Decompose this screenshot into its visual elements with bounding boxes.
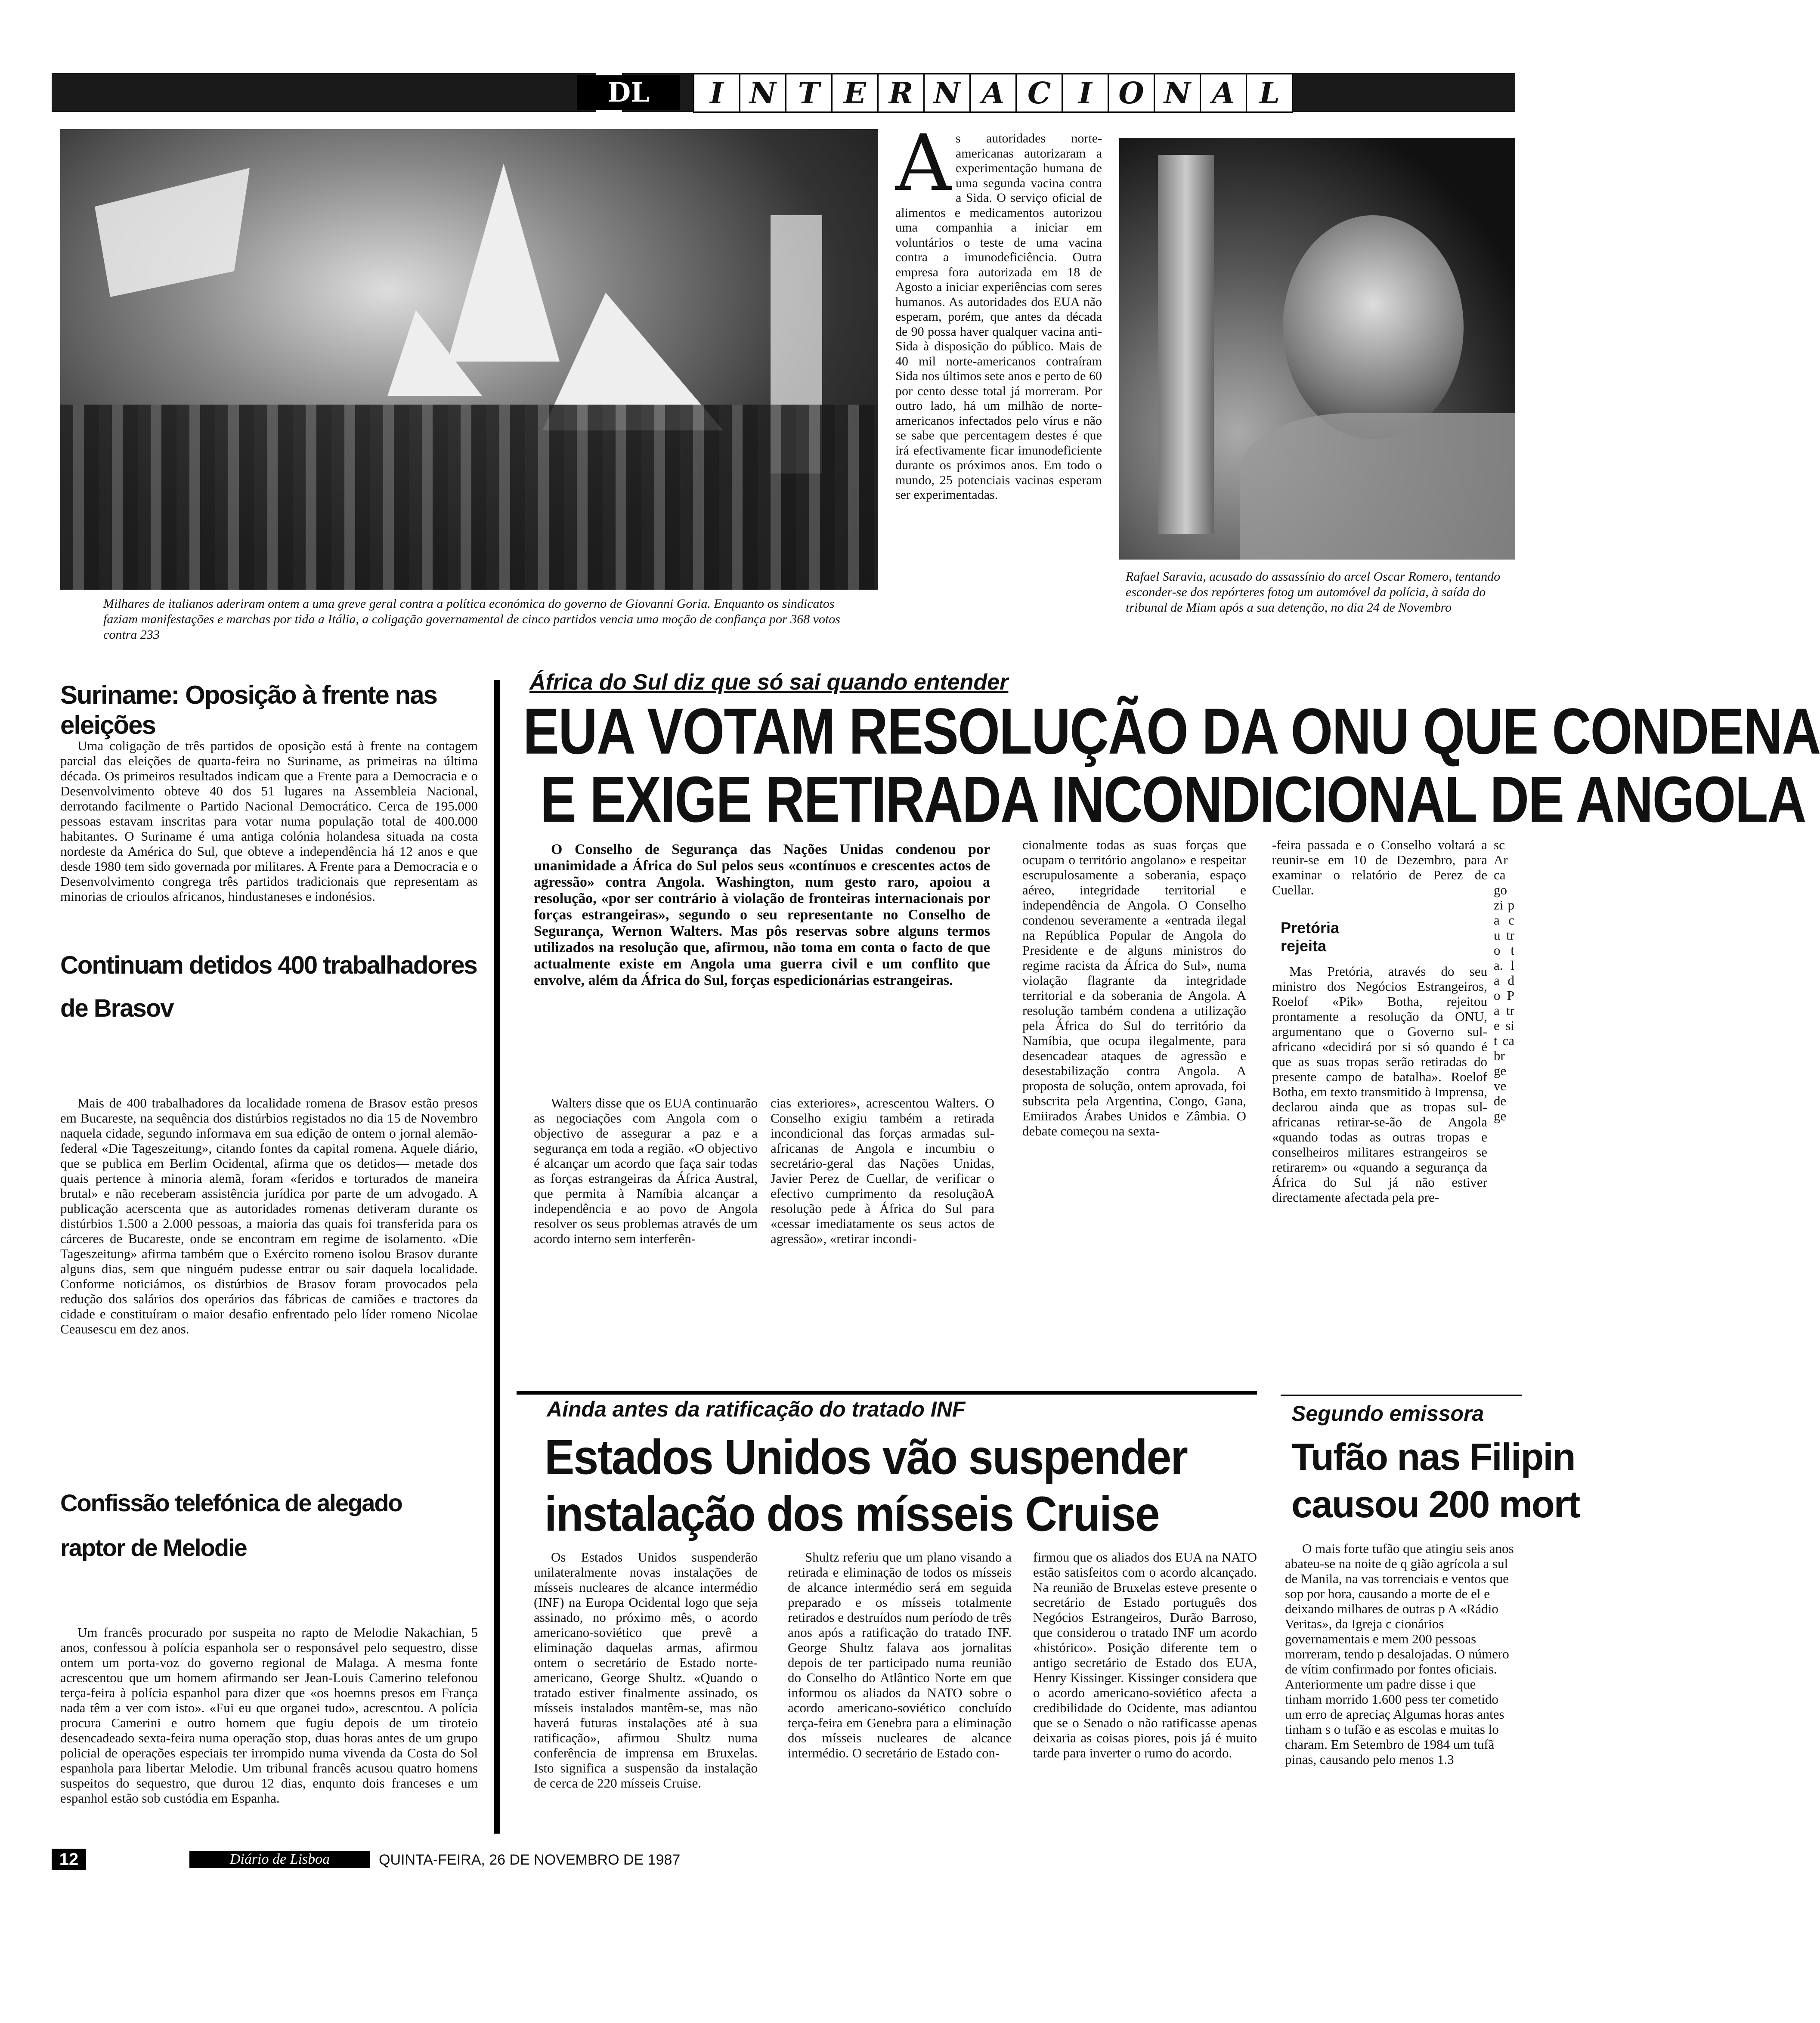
page-number: 12 xyxy=(52,1849,86,1870)
melodie-text: Um francês procurado por suspeita no rapto de Melodie Nakachian, 5 anos, confessou à polícia espanhola ser o responsável pelo sequestro, disse ontem um porta-voz do governo regional de Malaga. A mesma fonte acrescentou que um homem afirmando ser Jean-Louis Camerino telefonou terça-feira à polícia espanhol para dizer que «os hoemns presos em França nada têm a ver com isto». «Fui eu que organei tudo», acrescntou. A polícia procura Camerini e outro homem que fugiu depois de um tiroteio desencadeado sexta-feira numa operação stop, duas horas antes de um grupo policial de operações especiais ter irrompido numa vivenda da Costa do Sol espanhola para libertar Melodie. Um tribunal francês acusou quatro homens suspeitos do sequestro, que durou 12 dias, enqunto dois franceses e um espanhol estão sob custódia em Espanha. xyxy=(60,1625,478,1806)
angola-col-d xyxy=(1272,837,1487,1207)
brasov-headline xyxy=(60,951,478,1023)
angola-col-b-text: cias exteriores», acrescentou Walters. O Conselho exigiu também a retirada incondicional das forças armadas sul-africanas de Angola e incumbiu o secretário-geral das Nações Unidas, Javier Perez de Cuellar, de verificar o efectivo cumprimento da resoluçãoA resolução pede à África do Sul para «cessar imediatamente os seus actos de agressão», «retirar incondi- xyxy=(771,1095,994,1246)
angola-lead-text: O Conselho de Segurança das Nações Unidas condenou por unanimidade a África do Sul pelos seus «contínuos e crescentes actos de agressão» contra Angola. Washington, num gesto raro, apoiou a resolução, «por ser contrário à violação de fronteiras internacionais por forças estrangeiras», segundo o seu representante no Conselho de Segurança, Wernon Walters. Mas pôs reservas sobre alguns termos utilizados na resolução que, afirmou, não toma em conta o facto de que actualmente existe em Angola uma guerra civil e um conflito que envolve, além da África do Sul, forças espedicionárias estrangeiras. xyxy=(534,841,990,988)
typhoon-headline xyxy=(1291,1433,1580,1528)
angola-col-c xyxy=(1022,837,1246,1141)
cruise-kicker: Ainda antes da ratificação do tratado INF xyxy=(547,1397,966,1421)
typhoon-headline-line: causou 200 mort xyxy=(1291,1483,1580,1525)
brasov-headline-line: Continuam detidos 400 trabalhadores xyxy=(60,951,477,979)
saravia-photo-caption: Rafael Saravia, acusado do assassínio do arcel Oscar Romero, tentando esconder-se dos repórteres fotog um automóvel da polícia, à saída do tribunal de Miam após a sua detenção, no dia 24 de Novembro xyxy=(1126,569,1501,615)
sida-article-text: s autoridades norte-americanas autorizaram a experimentação humana de uma segunda vacina contra a Sida. O serviço oficial de alimentos e medicamentos autorizou uma companhia a iniciar em voluntários o teste de uma vacina contra a imunodeficiência. Outra empresa fora autorizada em 18 de Agosto a iniciar experiências com seres humanos. As autoridades dos EUA não esperam, porém, que antes da década de 90 possa haver qualquer vacina anti-Sida à disposição do público. Mais de 40 mil norte-americanos contraíram Sida nos últimos sete anos e perto de 60 por cento desse total já morreram. Por outro lado, há um milhão de norte-americanos infectados pelo vírus e não se sabe que percentagem destes é que irá efectivamente ficar imunodeficiente durante os próximos anos. Em todo o mundo, 25 potenciais vacinas esperam ser experimentadas. xyxy=(895,131,1102,502)
angola-col-d-top: -feira passada e o Conselho voltará a reunir-se em 10 de Dezembro, para examinar o relatório de Perez de Cuellar. xyxy=(1272,837,1487,897)
angola-headline-line: E EXIGE RETIRADA INCONDICIONAL DE ANGOLA xyxy=(540,763,1806,836)
cruise-col-c-text: firmou que os aliados dos EUA na NATO estão satisfeitos com o acordo alcançado. Na reunião de Bruxelas esteve presente o secretário de Estado português dos Negócios Estrangeiros, Durão Barroso, que considerou o tratado INF um acordo «histórico». Posição diferente tem o antigo secretário de Estado dos EUA, Henry Kissinger. Kissinger considera que o acordo americano-soviético afecta a credibilidade do Ocidente, mas adiantou que se o Senado o não ratificasse apenas deixaria as coisas piores, pois já é muito tarde para inverter o rumo do acordo. xyxy=(1033,1550,1257,1760)
angola-headline-line: EUA VOTAM RESOLUÇÃO DA ONU QUE CONDENA xyxy=(523,695,1820,768)
melodie-headline-line: Confissão telefónica de alegado xyxy=(60,1489,402,1516)
cruise-col-a xyxy=(534,1550,758,1793)
suriname-text: Uma coligação de três partidos de oposição está à frente na contagem parcial das eleições de quarta-feira no Suriname, as primeiras na última década. Os primeiros resultados indicam que a Frente para a Democracia e o Desenvolvimento obteve 40 dos 51 lugares na Assembleia Nacional, derrotando facilmente o Partido Nacional Democrático. Cerca de 195.000 pessoas estavam inscritas para votar numa população total de 400.000 habitantes. O Suriname é uma antiga colónia holandesa situada na costa nordeste da América do Sul, que obteve a independência há 12 anos e que desde 1980 tem sido governada por militares. A Frente para a Democracia e o Desenvolvimento congrega três partidos tradicionais que representam as minorias de crioulos africanos, hindustaneses e indonésios. xyxy=(60,738,478,904)
section-letter: O xyxy=(1108,73,1155,113)
typhoon-article xyxy=(1285,1541,1515,1838)
section-letter: A xyxy=(969,73,1017,113)
angola-col-a-text: Walters disse que os EUA continuarão as negociações com Angola com o objectivo de assegurar a paz e a segurança em toda a região. «O objectivo é alcançar um acordo que faça sair todas as forças estrangeiras da África Austral, que permita à Namíbia alcançar a independência e ao povo de Angola resolver os seus problemas através de um acordo interno sem interferên- xyxy=(534,1095,758,1246)
column-rule xyxy=(494,680,500,1834)
italy-strike-photo xyxy=(60,129,878,590)
suriname-article xyxy=(60,738,478,906)
typhoon-headline-line: Tufão nas Filipin xyxy=(1291,1435,1575,1478)
typhoon-text: O mais forte tufão que atingiu seis anos abateu-se na noite de q gião agrícola a sul de Manila, na vas torrenciais e ventos que sop por hora, causando a morte de el e deixando milhares de outras p A «Rádio Veritas», da Igreja c cionários governamentais e mem 200 pessoas morreram, tendo p desalojadas. O número de vítim confirmado por fontes oficiais. Anteriormente um padre disse i que tinham morrido 1.600 pess ter cometido um erro de apreciaç Algumas horas antes tinham s o tufão e as escolas e muitas lo charam. Em Setembro de 1984 um tufã pinas, causando pelo menos 1.3 xyxy=(1285,1541,1514,1767)
section-letter: T xyxy=(785,73,833,113)
pretoria-subhead: Pretória rejeita xyxy=(1281,919,1340,955)
section-letter: C xyxy=(1015,73,1063,113)
newspaper-logo: DL xyxy=(577,75,680,110)
angola-headline xyxy=(523,695,1820,836)
melodie-headline-line: raptor de Melodie xyxy=(60,1534,247,1561)
section-letter: N xyxy=(1154,73,1201,113)
angola-kicker: África do Sul diz que só sai quando entender xyxy=(529,670,1009,695)
section-letter: L xyxy=(1246,73,1293,113)
section-divider xyxy=(517,1391,1257,1395)
section-letter: I xyxy=(1062,73,1109,113)
suriname-headline: Suriname: Oposição à frente nas eleições xyxy=(60,681,437,739)
cruise-headline-line: instalação dos mísseis Cruise xyxy=(545,1487,1159,1542)
angola-col-d-text: Mas Pretória, através do seu ministro dos Negócios Estrangeiros, Roelof «Pik» Botha, rejeitou prontamente a resolução da ONU, argumentano que o Governo sul-africano «decidirá por si só quando é que as suas tropas serão retiradas do presente campo de batalha». Roelof Botha, em texto transmitido à Imprensa, declarou ainda que as tropas sul-africanas retirar-se-ão de Angola «quando todas as outras tropas e conselheiros militares estrangeiros se retirarem» ou «quando a segurança da África do Sul já não estiver directamente afectada pela pre- xyxy=(1272,964,1487,1205)
dropcap: A xyxy=(895,118,951,208)
paper-name: Diário de Lisboa xyxy=(189,1851,370,1868)
angola-col-a xyxy=(534,1095,758,1249)
melodie-headline xyxy=(60,1489,478,1562)
brasov-headline-line: de Brasov xyxy=(60,994,173,1022)
melodie-article xyxy=(60,1625,478,1808)
angola-lead xyxy=(534,841,990,991)
italy-photo-caption: Milhares de italianos aderiram ontem a uma greve geral contra a política económica do governo de Giovanni Goria. Enquanto os sindicatos faziam manifestações e marchas por tida a Itália, a coligação governamental de cinco partidos vencia uma moção de confiança por 368 votos contra 233 xyxy=(103,597,840,642)
section-letter: N xyxy=(739,73,786,113)
cruise-headline-line: Estados Unidos vão suspender xyxy=(545,1430,1187,1485)
section-letter: E xyxy=(831,73,879,113)
typhoon-kicker: Segundo emissora xyxy=(1291,1401,1484,1426)
issue-date: QUINTA-FEIRA, 26 DE NOVEMBRO DE 1987 xyxy=(379,1852,681,1868)
section-letter: I xyxy=(693,73,740,113)
cruise-col-b xyxy=(788,1550,1012,1763)
cruise-col-a-text: Os Estados Unidos suspenderão unilateralmente novas instalações de mísseis nucleares de alcance intermédio (INF) na Europa Ocidental logo que seja assinado, no próximo mês, o acordo americano-soviético que prevê a eliminação daquelas armas, afirmou ontem o secretário de Estado norte-americano, George Shultz. «Quando o tratado estiver finalmente assinado, os mísseis instalados mantêm-se, mas não haverá futuras instalações até à sua ratificação», afirmou Shultz numa conferência de imprensa em Bruxelas. Isto significa a suspensão da instalação de cerca de 220 mísseis Cruise. xyxy=(534,1550,758,1791)
section-letter: N xyxy=(923,73,971,113)
angola-edge-fragments: sc Ar ca go zi pa cu tro ta. la do Pa tre sit ca br ge ve de ge xyxy=(1494,837,1514,1123)
angola-col-c-text: cionalmente todas as suas forças que ocupam o território angolano» e respeitar escrupulosamente a soberania, espaço aéreo, integridade territorial e independência de Angola. O Conselho condenou severamente a «entrada ilegal na República Popular de Angola do Presidente e de alguns ministros do regime racista da África do Sul», numa violação flagrante da integridade territorial e da soberania de Angola. A resolução também condena a utilização pela África do Sul do território da Namíbia, que ocupa ilegalmente, para desencadear ataques de agressão e desestabilização contra Angola. A proposta de solução, ontem aprovada, foi subscrita pela Argentina, Congo, Gana, Emiirados Árabes Unidos e Zâmbia. O debate começou na sexta- xyxy=(1022,837,1246,1138)
section-letter: A xyxy=(1200,73,1247,113)
sida-article xyxy=(895,118,1102,503)
section-letter: R xyxy=(877,73,925,113)
brasov-article xyxy=(60,1095,478,1339)
cruise-headline xyxy=(545,1429,1268,1543)
section-title xyxy=(693,73,1292,112)
angola-col-b xyxy=(771,1095,994,1249)
cruise-col-c xyxy=(1033,1550,1257,1763)
saravia-photo xyxy=(1119,138,1515,560)
cruise-col-b-text: Shultz referiu que um plano visando a retirada e eliminação de todos os mísseis de alcance intermédio será em seguida preparado e os mísseis totalmente retirados e destruídos num período de três anos após a ratificação do tratado INF. George Shultz falava aos jornalitas depois de ter participado numa reunião do Conselho do Atlântico Norte em que informou os aliados da NATO sobre o acordo americano-soviético concluído terça-feira em Genebra para a eliminação dos mísseis nucleares de alcance intermédio. O secretário de Estado con- xyxy=(788,1550,1012,1760)
brasov-text: Mais de 400 trabalhadores da localidade romena de Brasov estão presos em Bucareste, na sequência dos distúrbios registados no dia 15 de Novembro naquela cidade, segundo informava em sua edição de ontem o jornal alemão-federal «Die Tageszeitung», citando fontes da capital romena. Aquele diário, que se publica em Berlim Ocidental, afirma que os detidos— metade dos quais pertence à minoria alemã, foram «feridos e torturados de maneira brutal» e não receberam assistência jurídica por parte de um advogado. A publicação acerscenta que as autoridades romenas detiveram durante os distúrbios 1.500 a 2.000 pessoas, a maioria das quais foi transferida para os cárceres de Bucareste, onde se encontram em regime de isolamento. «Die Tageszeitung» afirma também que o Exército romeno isolou Brasov durante alguns dias, sem que ninguém pudesse entrar ou sair daquela localidade. Conforme noticiámos, os distúrbios de Brasov foram provocados pela redução dos salários dos operários das fábricas de camiões e tractores da cidade e constituíram o maior desafio enfrentado pelo líder romeno Nicolae Ceausescu em dez anos. xyxy=(60,1095,478,1336)
